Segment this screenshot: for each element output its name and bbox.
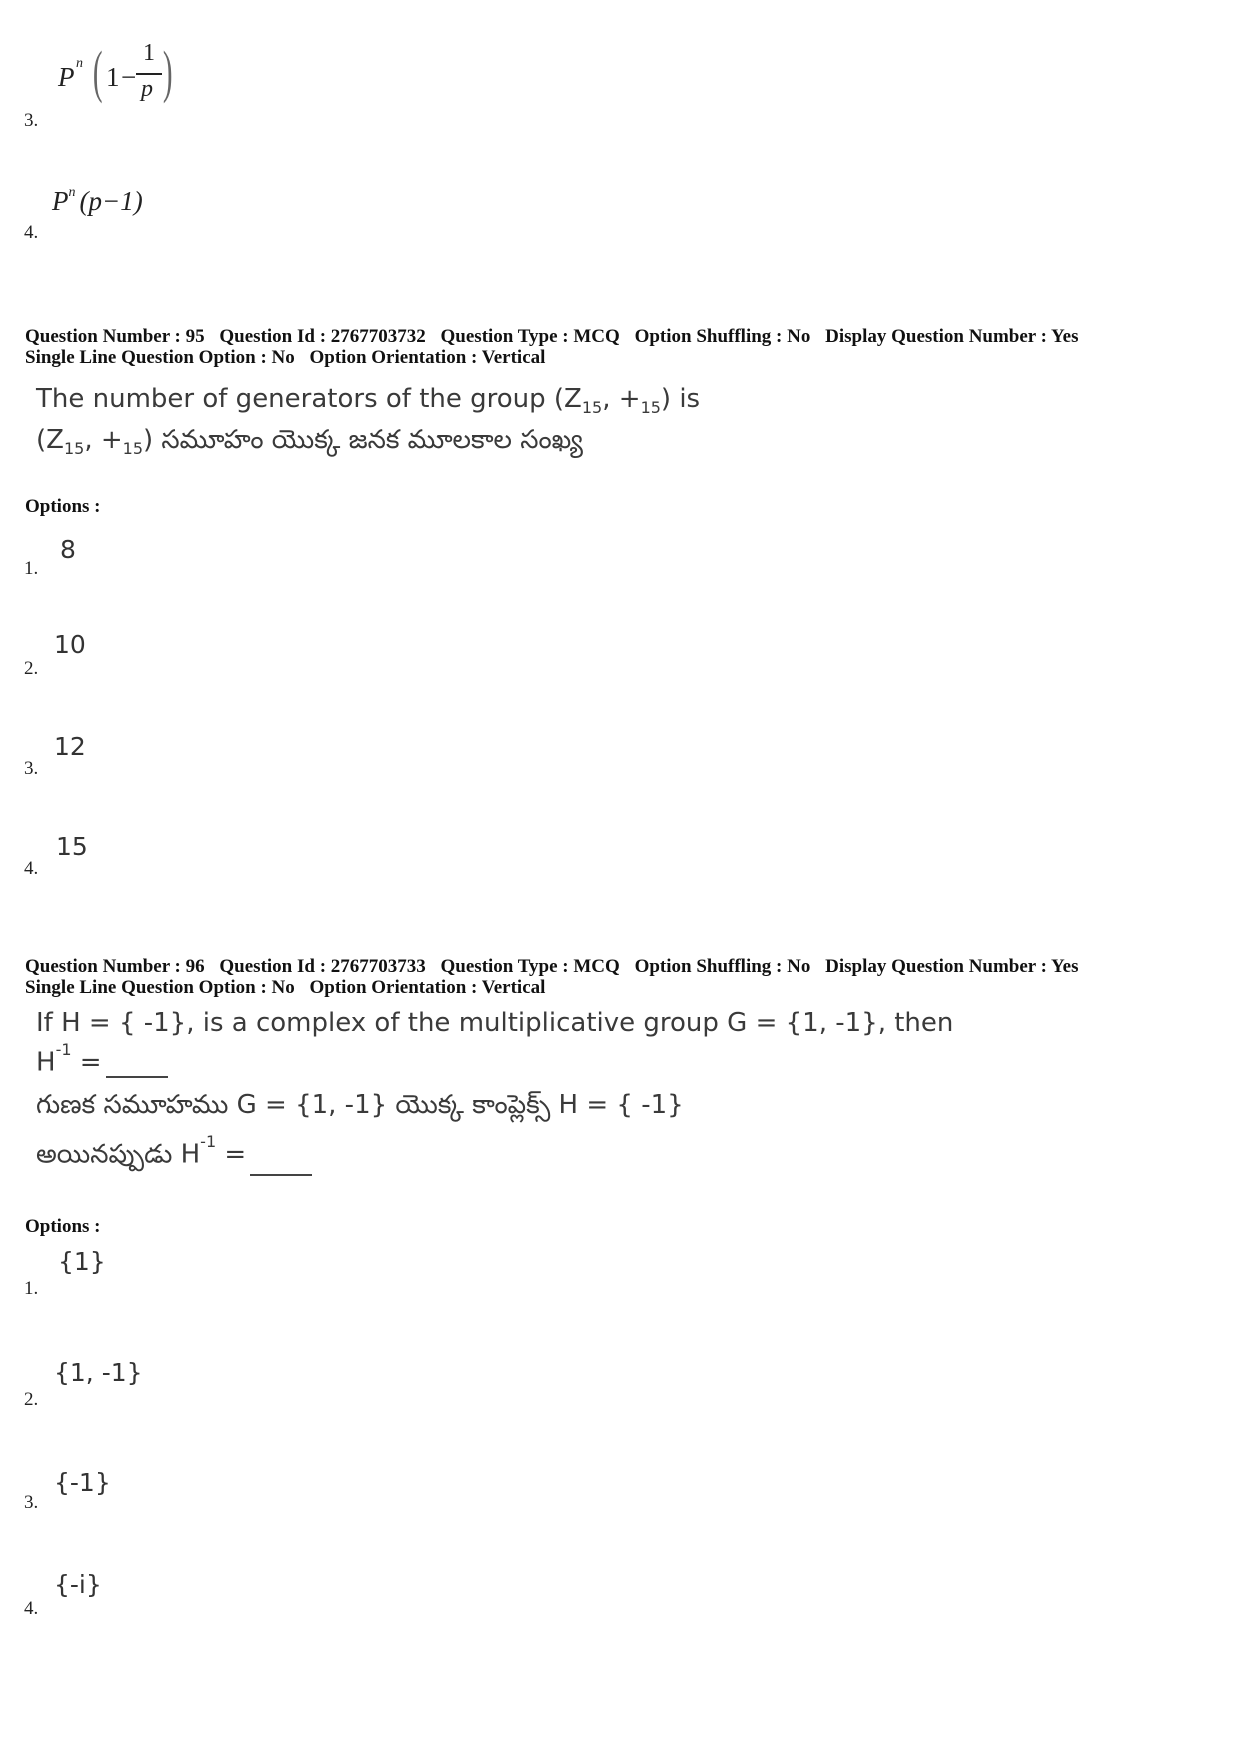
- option-value: 8: [60, 535, 76, 564]
- option-value: 15: [56, 832, 88, 861]
- answer-blank: [106, 1052, 168, 1078]
- option-number: 3.: [24, 1492, 39, 1513]
- option-formula: $P^n$ (p−1): [52, 185, 143, 216]
- option-number: 4.: [24, 222, 39, 243]
- question-meta-95: Question Number : 95 Question Id : 2767703732 Question Type : MCQ Option Shuffling : No Display Question Number : Yes Single Line Question Option : No Option Orientation : Vertical: [25, 326, 1079, 368]
- option-number: 2.: [24, 1389, 39, 1410]
- option-value: 12: [54, 732, 86, 761]
- option-number: 1.: [24, 1278, 39, 1299]
- option-value: {-1}: [54, 1468, 111, 1497]
- option-number: 2.: [24, 658, 39, 679]
- question-meta-96: Question Number : 96 Question Id : 2767703733 Question Type : MCQ Option Shuffling : No Display Question Number : Yes Single Line Question Option : No Option Orientation : Vertical: [25, 956, 1079, 998]
- option-value: {-i}: [54, 1570, 102, 1599]
- option-number: 4.: [24, 858, 39, 879]
- question-line-4: అయినప్పుడు $H^{-1}$ =: [36, 1138, 312, 1176]
- option-value: 10: [54, 630, 86, 659]
- options-label: Options :: [25, 496, 101, 517]
- question-text-en: The number of generators of the group ($Z_{15}$, $+_{15}$) is: [36, 384, 701, 418]
- answer-blank: [250, 1150, 312, 1176]
- option-number: 4.: [24, 1598, 39, 1619]
- option-number: 1.: [24, 558, 39, 579]
- option-value: {1, -1}: [54, 1358, 143, 1387]
- question-line-2: $H^{-1}$ =: [36, 1046, 168, 1078]
- option-value: {1}: [58, 1247, 106, 1276]
- option-number: 3.: [24, 758, 39, 779]
- question-line-3: గుణక సమూహము G = {1, -1} యొక్క కాంప్లెక్స్ H = { -1}: [36, 1090, 684, 1120]
- options-label: Options :: [25, 1216, 101, 1237]
- question-line-1: If H = { -1}, is a complex of the multiplicative group G = {1, -1}, then: [36, 1008, 954, 1038]
- option-number: 3.: [24, 110, 39, 131]
- question-text-te: ($Z_{15}$, $+_{15}$) సమూహం యొక్క జనక మూలకాల సంఖ్య: [36, 425, 583, 459]
